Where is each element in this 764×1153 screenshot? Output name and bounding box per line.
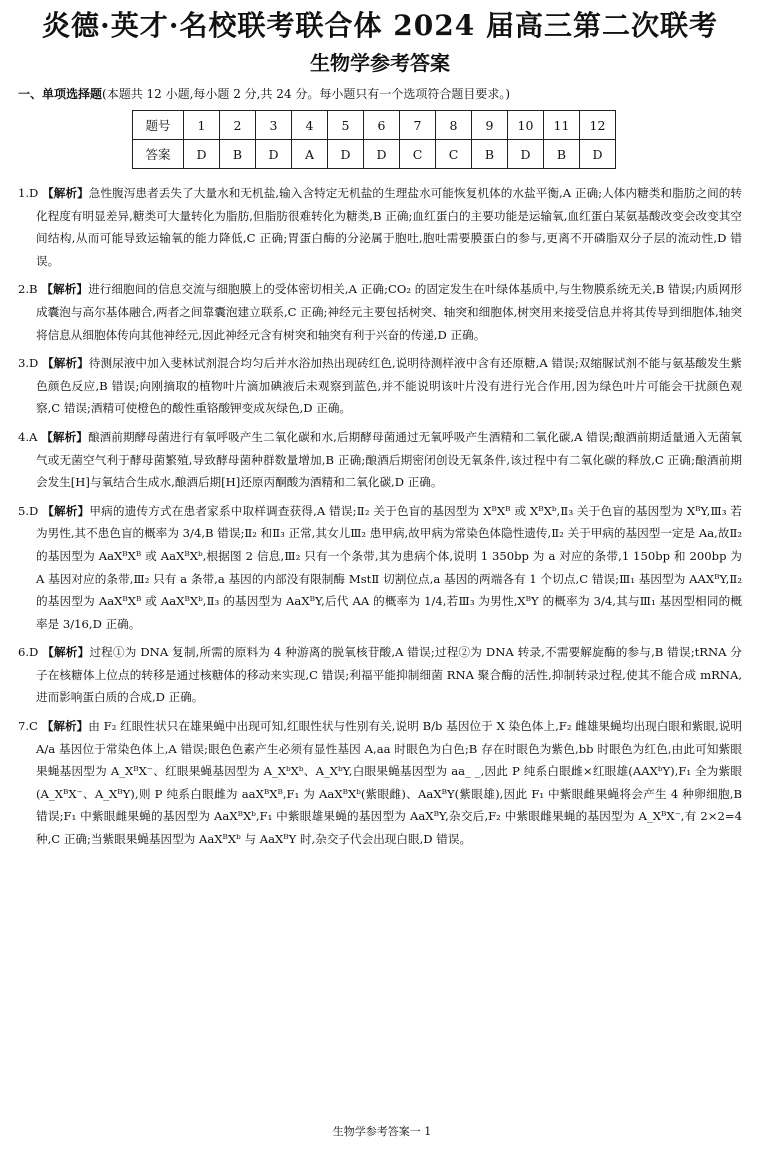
question-number: 5 bbox=[328, 111, 364, 140]
answer-cell: D bbox=[508, 140, 544, 169]
answer-table-answer-row bbox=[133, 140, 616, 169]
analysis-tag: 【解析】 bbox=[42, 356, 89, 371]
question-number: 3 bbox=[256, 111, 292, 140]
page-title: 炎德·英才·名校联考联合体 2024 届高三第二次联考 bbox=[42, 9, 718, 42]
analysis-tag: 【解析】 bbox=[41, 429, 88, 444]
analysis-tag: 【解析】 bbox=[41, 719, 89, 734]
answer-cell: D bbox=[184, 140, 220, 169]
explanation-item bbox=[18, 352, 742, 420]
explanation-item bbox=[18, 278, 742, 346]
question-number: 10 bbox=[508, 111, 544, 140]
answer-cell: B bbox=[544, 140, 580, 169]
answer-cell: D bbox=[364, 140, 400, 169]
question-number: 6 bbox=[364, 111, 400, 140]
explanation-list bbox=[18, 182, 742, 851]
page-footer: 生物学参考答案一 1 bbox=[332, 1125, 432, 1138]
item-number: 6.D bbox=[18, 645, 39, 660]
question-number: 9 bbox=[472, 111, 508, 140]
question-number: 12 bbox=[580, 111, 616, 140]
explanation-item bbox=[18, 182, 742, 272]
answer-cell: D bbox=[580, 140, 616, 169]
analysis-tag: 【解析】 bbox=[42, 503, 90, 518]
answer-table bbox=[132, 110, 616, 169]
section-heading bbox=[18, 84, 742, 104]
question-number: 2 bbox=[220, 111, 256, 140]
question-number: 7 bbox=[400, 111, 436, 140]
answer-cell: D bbox=[328, 140, 364, 169]
item-number: 7.C bbox=[18, 719, 38, 734]
explanation-item bbox=[18, 715, 742, 851]
question-number: 11 bbox=[544, 111, 580, 140]
answer-cell: D bbox=[256, 140, 292, 169]
answer-cell: A bbox=[292, 140, 328, 169]
question-number: 4 bbox=[292, 111, 328, 140]
item-text: 甲病的遗传方式在患者家系中取样调查获得,A 错误;Ⅱ₂ 关于色盲的基因型为 XᴮXᴮ 或 XᴮXᵇ,Ⅱ₃ 关于色盲的基因型为 XᴮY,Ⅲ₃ 若为男性,其不患色盲的概率为 3/4,B 错误;Ⅱ₂ 和Ⅱ₃ 正常,其女儿Ⅲ₂ 患甲病,故甲病为常染色体隐性遗传,Ⅱ₂ 关于甲病的基因型一定是 Aa,故Ⅱ₂ 的基因型为 AaXᴮXᴮ 或 AaXᴮXᵇ,根据图 2 信息,Ⅲ₂ 只有一个条带,其为患病个体,说明 1 350bp 为 a 对应的条带,1 150bp 和 200bp 为 A 基因对应的条带,Ⅲ₂ 只有 a 条带,a 基因的内部没有限制酶 MstⅡ 切割位点,a 基因的两端各有 1 个切点,C 错误;Ⅲ₁ 基因型为 AAXᴮY,Ⅱ₂ 的基因型为 AaXᴮXᴮ 或 AaXᴮXᵇ,Ⅱ₃ 的基因型为 AaXᴮY,后代 AA 的概率为 1/4,若Ⅲ₃ 为男性,XᴮY 的概率为 3/4,其与Ⅲ₁ 基因型相同的概率是 3/16,D 正确。 bbox=[36, 503, 742, 631]
analysis-tag: 【解析】 bbox=[41, 282, 89, 297]
question-number: 1 bbox=[184, 111, 220, 140]
explanation-item bbox=[18, 500, 742, 636]
item-text: 酿酒前期酵母菌进行有氧呼吸产生二氧化碳和水,后期酵母菌通过无氧呼吸产生酒精和二氧化碳,A 错误;酿酒前期适量通入无菌氧气或无菌空气利于酵母菌繁殖,导致酵母菌种群数量增加,B 正确;酿酒后期密闭创设无氧条件,该过程中有二氧化碳的释放,C 正确;酿酒前期会发生[H]与氧结合生成水,酿酒后期[H]还原丙酮酸为酒精和二氧化碳,D 正确。 bbox=[36, 429, 743, 490]
page-subtitle: 生物学参考答案 bbox=[310, 51, 450, 75]
answer-cell: C bbox=[436, 140, 472, 169]
item-number: 5.D bbox=[18, 503, 39, 518]
item-number: 3.D bbox=[18, 356, 39, 371]
item-text: 急性腹泻患者丢失了大量水和无机盐,输入含特定无机盐的生理盐水可能恢复机体的水盐平衡,A 正确;人体内糖类和脂肪之间的转化程度有明显差异,糖类可大量转化为脂肪,但脂肪很难转化为糖类,B 正确;血红蛋白的主要功能是运输氧,血红蛋白某氨基酸改变会改变其空间结构,从而可能导致运输氧的能力降低,C 正确;胃蛋白酶的分泌属于胞吐,胞吐需要膜蛋白的参与,更离不开磷脂双分子层的流动性,D 错误。 bbox=[36, 186, 742, 268]
explanation-item bbox=[18, 641, 742, 709]
section-title: 一、单项选择题 bbox=[18, 87, 103, 101]
answer-cell: B bbox=[472, 140, 508, 169]
answer-table-number-row bbox=[133, 111, 616, 140]
analysis-tag: 【解析】 bbox=[42, 186, 89, 200]
answer-cell: B bbox=[220, 140, 256, 169]
question-number: 8 bbox=[436, 111, 472, 140]
item-text: 由 F₂ 红眼性状只在雄果蝇中出现可知,红眼性状与性别有关,说明 B/b 基因位于 X 染色体上,F₂ 雌雄果蝇均出现白眼和紫眼,说明 A/a 基因位于常染色体上,A 错误;眼色色素产生必须有显性基因 A,aa 时眼色为白色;B 存在时眼色为紫色,bb 时眼色为红色,由此可知紫眼果蝇基因型为 A_XᴮX⁻、红眼果蝇基因型为 A_XᵇXᵇ、A_XᵇY,白眼果蝇基因型为 aa_ _,因此 P 纯系白眼雌×红眼雄(AAXᵇY),F₁ 全为紫眼(A_XᴮX⁻、A_XᴮY),则 P 纯系白眼雌为 aaXᴮXᴮ,F₁ 为 AaXᴮXᵇ(紫眼雌)、AaXᴮY(紫眼雄),因此 F₁ 中紫眼雌果蝇将会产生 4 种卵细胞,B 错误;F₁ 中紫眼雌果蝇的基因型为 AaXᴮXᵇ,F₁ 中紫眼雄果蝇的基因型为 AaXᴮY,杂交后,F₂ 中紫眼雌果蝇的基因型为 A_XᴮX⁻,有 2×2=4 种,C 正确;当紫眼果蝇基因型为 AaXᴮXᵇ 与 AaXᴮY 时,杂交子代会出现白眼,D 错误。 bbox=[36, 719, 742, 847]
item-number: 2.B bbox=[18, 282, 38, 297]
explanation-item bbox=[18, 426, 742, 494]
item-number: 1.D bbox=[18, 186, 39, 200]
number-row-label: 题号 bbox=[133, 111, 184, 140]
analysis-tag: 【解析】 bbox=[42, 645, 90, 660]
item-text: 待测尿液中加入斐林试剂混合均匀后并水浴加热出现砖红色,说明待测样液中含有还原糖,A 错误;双缩脲试剂不能与氨基酸发生紫色颜色反应,B 错误;向刚摘取的植物叶片滴加碘液后未观察到蓝色,并不能说明该叶片没有进行光合作用,因为绿色叶片可能会干扰颜色观察,C 错误;酒精可使橙色的酸性重铬酸钾变成灰绿色,D 正确。 bbox=[36, 356, 742, 416]
answer-cell: C bbox=[400, 140, 436, 169]
answer-row-label: 答案 bbox=[133, 140, 184, 169]
section-note: (本题共 12 小题,每小题 2 分,共 24 分。每小题只有一个选项符合题目要求。) bbox=[102, 87, 511, 101]
item-number: 4.A bbox=[18, 429, 38, 444]
item-text: 进行细胞间的信息交流与细胞膜上的受体密切相关,A 正确;CO₂ 的固定发生在叶绿体基质中,与生物膜系统无关,B 错误;内质网形成囊泡与高尔基体融合,两者之间靠囊泡建立联系,C 正确;神经元主要包括树突、轴突和细胞体,树突用来接受信息并将其传导到细胞体,轴突将信息从细胞体传向其他神经元,因此神经元含有树突和轴突有利于兴奋的传递,D 正确。 bbox=[36, 282, 742, 342]
item-text: 过程①为 DNA 复制,所需的原料为 4 种游离的脱氧核苷酸,A 错误;过程②为 DNA 转录,不需要解旋酶的参与,B 错误;tRNA 分子在核糖体上位点的转移是通过核糖体的移动来实现,C 错误;利福平能抑制细菌 RNA 聚合酶的活性,抑制转录过程,使其不能合成 mRNA,进而影响蛋白质的合成,D 正确。 bbox=[36, 645, 742, 705]
